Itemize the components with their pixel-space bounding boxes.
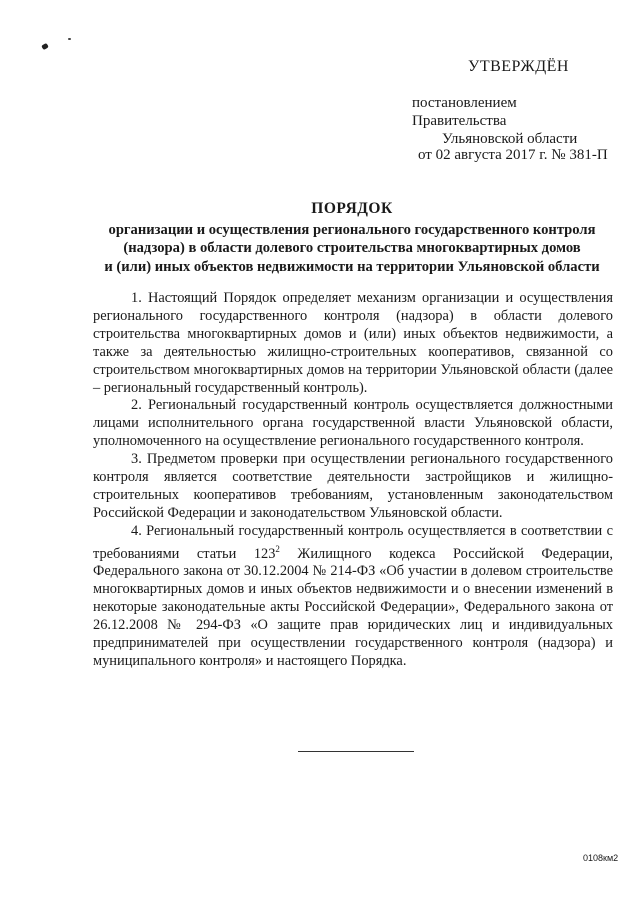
footer-code: 0108км2 — [583, 853, 619, 863]
decree-date: от 02 августа 2017 г. № 381-П — [418, 147, 608, 163]
decree-reference — [300, 94, 620, 148]
title-line-3: и (или) иных объектов недвижимости на территории Ульяновской области — [104, 258, 600, 275]
paragraph-1: 1. Настоящий Порядок определяет механизм организации и осуществления регионального государственного контроля (надзора) в области долевого строительства многоквартирных домов и (или) иных объектов недвижимости, а также за деятельностью жилищно-строительных кооперативов, связанной со строительством многоквартирных домов на территории Ульяновской области (далее – региональный государственный контроль). — [93, 290, 613, 396]
paragraph-4-end: Жилищного кодекса Российской Федерации, Федерального закона от 30.12.2004 № 214-ФЗ «Об участии в долевом строительстве многоквартирных домов и иных объектов недвижимости и о внесении изменений в некоторые законодательные акты Российской Федерации», Федерального закона от 26.12.2008 № 294-ФЗ «О защите прав юридических лиц и индивидуальных предпринимателей при осуществлении государственного контроля (надзора) и муниципального контроля» и настоящего Порядка. — [93, 545, 613, 669]
decree-line-2: Ульяновской области — [442, 131, 578, 147]
decree-line-1: постановлением Правительства — [412, 95, 517, 129]
title-line-1: организации и осуществления регионального государственного контроля — [108, 221, 596, 238]
scan-mark — [41, 43, 49, 50]
document-body — [93, 290, 613, 671]
paragraph-2: 2. Региональный государственный контроль осуществляется должностными лицами исполнительного органа государственной власти Ульяновской области, уполномоченного на осуществление регионального государственного контроля. — [93, 397, 613, 450]
approved-stamp-text: УТВЕРЖДЁН — [468, 58, 569, 75]
document-title — [92, 200, 612, 276]
paragraph-4 — [93, 523, 613, 671]
title-main: ПОРЯДОК — [311, 200, 393, 217]
end-divider-line — [298, 751, 414, 752]
title-line-2: (надзора) в области долевого строительства многоквартирных домов — [123, 240, 581, 256]
paragraph-4-start: 4. Региональный государственный контроль осуществляется в соответствии с требованиями статьи 123 — [93, 522, 613, 562]
article-superscript: 2 — [275, 543, 280, 554]
scan-mark — [68, 38, 71, 40]
paragraph-3: 3. Предметом проверки при осуществлении регионального государственного контроля является соответствие деятельности застройщиков и жилищно-строительных кооперативов требованиям, установленным законодательством Российской Федерации и законодательством Ульяновской области. — [93, 451, 613, 521]
